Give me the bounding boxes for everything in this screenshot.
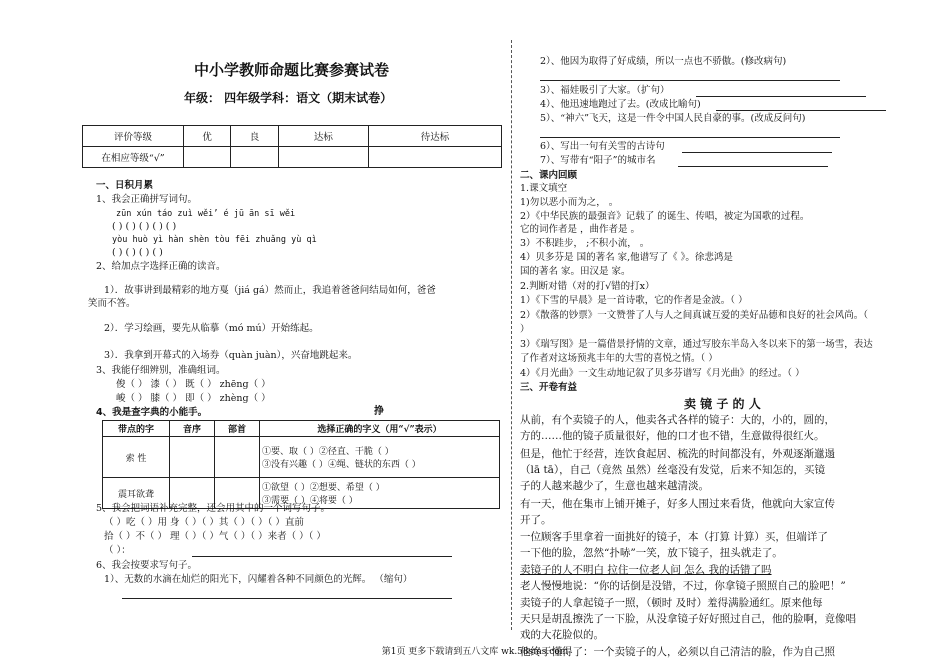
judge-3b: 了作者对这场预兆丰年的大雪的喜悦之情。（ ） [520,353,718,364]
k-item-3: 3）不积跬步， ;不积小流， 。 [520,238,650,249]
k-heading-1: 1.课文填空 [520,183,568,194]
question-3: 3、我能仔细辨别，准确组词。 [96,365,226,376]
question-4: 4、我是查字典的小能手。 [96,407,208,418]
r-item-6: 6）、写出一句有关雪的古诗句 [540,141,665,152]
dict-option-line: ③需要（ ）④将要（ ） [262,496,358,506]
dict-header-0: 带点的字 [103,421,170,437]
dict-cell [215,437,260,478]
story-line: （lā tā），自己（竟然 虽然）丝毫没有发觉，后来不知怎的，买镜 [520,464,826,476]
fill-row-2: 拾（ ）不（ ） 理（ ）（ ）气（ ）（ ）来者（ ）（ ） [104,531,326,542]
page-footer: 第1页 更多下载请到五八文库 wk.58sms.com [381,647,569,657]
story-line: 开了。 [520,514,552,526]
dictionary-table [102,420,500,509]
story-line: 有一天，他在集市上铺开摊子，好多人围过来看货，他就向大家宣传 [520,498,835,510]
k-heading-2: 2.判断对错（对的打√错的打x） [520,281,655,292]
q2-item-1b: 笑而不答。 [88,298,136,309]
compose-row-2: 峻（ ） 膝（ ） 即（ ） zhèng（ ） [116,393,271,404]
bracket-row-2: ( ) ( ) ( ) ( ) [112,247,163,258]
story-title: 卖 镜 子 的 人 [684,397,761,411]
question-5: 5、我会把词语补充完整，还会用其中的一个词写句子。 [96,503,331,514]
judge-3: 3）《瑞写图》是一篇借景抒情的文章，通过写胶东半岛入冬以来下的第一场雪，表达 [520,339,873,350]
story-line: 戏的大花脸似的。 [520,629,604,641]
section-1-heading: 一、日积月累 [96,180,154,191]
story-line: 他终于懂得了：一个卖镜子的人，必须以自己清洁的脸，作为自己照 [520,646,835,658]
answer-line [540,137,840,138]
story-line: 但是，他忙于经营，连饮食起居、梳洗的时间都没有，外观逐渐邋遢 [520,448,835,460]
grade-header-4: 待达标 [368,126,501,147]
story-line: 老人慢慢地说：“你的话倒是没错，不过，你拿镜子照照自己的脸吧！” [520,580,846,592]
judge-2b: ） [520,324,530,335]
judge-4: 4）《月光曲》一文生动地记叙了贝多芬谱写《月光曲》的经过。（ ） [520,368,805,379]
k-item-2b: 它的词作者是 ，曲作者是 。 [520,224,641,235]
question-2: 2、给加点字选择正确的读音。 [96,261,226,272]
grade-cell [231,147,278,168]
story-line: 一下他的脸，忽然“扑哧”一笑，放下镜子，扭头就走了。 [520,547,783,559]
dict-option-line: ①欲望（ ）②想要、希望（ ） [262,483,385,493]
grade-header-3: 达标 [278,126,368,147]
answer-line [540,80,840,81]
compose-row-1: 俊（ ） 漆（ ） 既（ ） zhēng（ ） [116,379,271,390]
r-item-7: 7）、写带有“阳子”的城市名 [540,155,656,166]
pinyin-row-1: zūn xún táo zuì wěi’ é jū ān sī wěi [116,209,296,219]
pinyin-row-2: yòu huò yì hàn shèn tòu fēi zhuǎng yù qì [112,235,317,245]
dict-option-line: ③没有兴趣（ ）④绳、链状的东西（ ） [262,460,421,470]
k-item-4: 4）贝多芬是 国的著名 家,他谱写了《 》。徐悲鸿是 [520,252,733,263]
dict-word-2: 震耳欲聋 [103,478,170,509]
dict-cell [170,437,215,478]
answer-line [122,598,452,599]
q6-item-1: 1）、无数的水滴在灿烂的阳光下，闪耀着各种不同颜色的光辉。 （缩句） [104,574,413,585]
answer-line [678,166,828,167]
r-item-4: 4）、他迅速地跑过了去。(改成比喻句) [540,99,701,110]
judge-2: 2）《散落的钞票》一文赞誉了人与人之间真诚互爱的美好品德和良好的社会风尚。（ [520,310,869,321]
grade-table [82,125,502,168]
story-line: 一位顾客手里拿着一面挑好的镜子，本（打算 计算）买，但端详了 [520,531,828,543]
exam-subtitle: 年级： 四年级学科：语文（期末试卷） [184,91,393,105]
dict-header-2: 部首 [215,421,260,437]
q2-item-2: 2）．学习绘画，要先从临摹（mó mú）开始练起。 [104,323,319,334]
grade-cell [278,147,368,168]
vertical-char: 挣 [374,406,384,417]
k-item-2: 2）《中华民族的最强音》记载了 的诞生、传唱，被定为国歌的过程。 [520,211,810,222]
answer-line [716,110,886,111]
question-6: 6、我会按要求写句子。 [96,560,198,571]
dict-option-line: ①要、取（ ）②径直、干脆（ ） [262,447,394,457]
dict-options-1 [260,437,500,478]
q2-item-3: 3）．我拿到开幕式的入场券（quàn juàn），兴奋地跳起来。 [104,350,358,361]
grade-cell [368,147,501,168]
q2-item-1a: 1）．故事讲到最精彩的地方戛（jiá gá）然而止，我追着爸爸问结局如何，爸爸 [104,285,436,296]
bracket-row-1: ( ) ( ) ( ) ( ) ( ) [112,221,177,232]
section-2-heading: 二、课内回顾 [520,170,578,181]
exam-title: 中小学教师命题比赛参赛试卷 [194,61,390,79]
fill-row-3: （ ）： [104,545,131,556]
answer-line [192,556,452,557]
dict-word-1: 索 性 [103,437,170,478]
judge-1: 1）《下雪的早晨》是一首诗歌，它的作者是金波。（ ） [520,295,748,306]
r-item-3: 3）、福娃吸引了大家。（扩句） [540,85,670,96]
story-line-underlined: 卖镜子的人不明白 拉住一位老人问 怎么 我的话错了吗 [520,564,772,576]
r-item-5: 5）、“神六”飞天，这是一件令中国人民自豪的事。(改成反问句) [540,113,806,124]
section-3-heading: 三、开卷有益 [520,382,578,393]
grade-row-label: 在相应等级“√” [83,147,184,168]
story-line: 天只是胡乱擦洗了一下脸，从没拿镜子好好照过自己，他的脸啊，竟像唱 [520,613,856,625]
k-item-1: 1)勿以恶小而为之， 。 [520,197,619,208]
story-line: 从前，有个卖镜子的人，他卖各式各样的镜子：大的，小的，圆的， [520,414,835,426]
fill-row-1: （ ）吃（ ）用 身（ ）（ ）其（ ）（ ）（ ）直前 [104,517,304,528]
story-line: 方的……他的镜子质量很好，他的口才也不错，生意做得很红火。 [520,430,825,442]
r-item-2: 2）、他因为取得了好成绩，所以一点也不骄傲。(修改病句) [540,56,787,67]
grade-cell [184,147,231,168]
story-line: 卖镜子的人拿起镜子一照，（顿时 及时）羞得满脸通红。原来他每 [520,597,823,609]
grade-header-2: 良 [231,126,278,147]
grade-header-1: 优 [184,126,231,147]
dict-header-3: 选择正确的字义（用“√”表示） [260,421,500,437]
grade-header-0: 评价等级 [83,126,184,147]
k-item-4b: 国的著名 家。田汉是 家。 [520,266,631,277]
answer-line [696,96,866,97]
story-line: 子的人越来越少了，生意也越来越清淡。 [520,480,709,492]
question-1: 1、我会正确拼写词句。 [96,194,198,205]
answer-line [682,152,832,153]
column-divider [511,40,512,630]
dict-header-1: 音序 [170,421,215,437]
